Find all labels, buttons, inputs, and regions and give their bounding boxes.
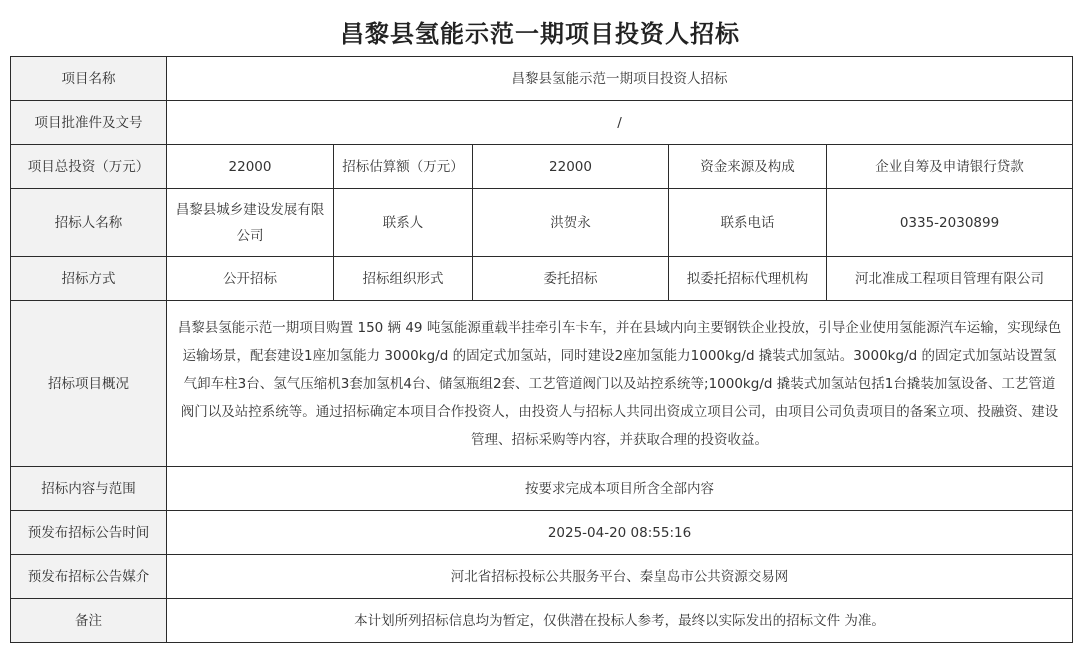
project-name-value: 昌黎县氢能示范一期项目投资人招标 <box>167 57 1073 101</box>
table-row <box>11 145 1073 189</box>
table-row <box>11 599 1073 643</box>
tender-method-label: 招标方式 <box>11 257 167 301</box>
remark-value: 本计划所列招标信息均为暂定，仅供潜在投标人参考，最终以实际发出的招标文件 为准。 <box>167 599 1073 643</box>
scope-value: 按要求完成本项目所含全部内容 <box>167 467 1073 511</box>
funds-source-value: 企业自筹及申请银行贷款 <box>827 145 1073 189</box>
tenderer-name-label: 招标人名称 <box>11 189 167 257</box>
agency-label: 拟委托招标代理机构 <box>669 257 827 301</box>
scope-label: 招标内容与范围 <box>11 467 167 511</box>
estimate-label: 招标估算额（万元） <box>334 145 473 189</box>
organization-form-label: 招标组织形式 <box>334 257 473 301</box>
pre-publish-time-label: 预发布招标公告时间 <box>11 511 167 555</box>
page-title: 昌黎县氢能示范一期项目投资人招标 <box>340 20 740 48</box>
organization-form-value: 委托招标 <box>473 257 669 301</box>
approval-doc-value: / <box>167 101 1073 145</box>
table-row <box>11 511 1073 555</box>
project-overview-label: 招标项目概况 <box>11 301 167 467</box>
pre-publish-media-label: 预发布招标公告媒介 <box>11 555 167 599</box>
table-row <box>11 101 1073 145</box>
table-row <box>11 57 1073 101</box>
total-investment-label: 项目总投资（万元） <box>11 145 167 189</box>
pre-publish-time-value: 2025-04-20 08:55:16 <box>167 511 1073 555</box>
pre-publish-media-value: 河北省招标投标公共服务平台、秦皇岛市公共资源交易网 <box>167 555 1073 599</box>
table-row <box>11 257 1073 301</box>
tenderer-name-value: 昌黎县城乡建设发展有限公司 <box>167 189 334 257</box>
project-name-label: 项目名称 <box>11 57 167 101</box>
table-row <box>11 189 1073 257</box>
remark-label: 备注 <box>11 599 167 643</box>
table-row <box>11 555 1073 599</box>
contact-phone-label: 联系电话 <box>669 189 827 257</box>
contact-phone-value: 0335-2030899 <box>827 189 1073 257</box>
table-row <box>11 301 1073 467</box>
contact-person-value: 洪贺永 <box>473 189 669 257</box>
table-row <box>11 467 1073 511</box>
funds-source-label: 资金来源及构成 <box>669 145 827 189</box>
contact-person-label: 联系人 <box>334 189 473 257</box>
total-investment-value: 22000 <box>167 145 334 189</box>
tender-plan-table <box>10 56 1073 643</box>
project-overview-value: 昌黎县氢能示范一期项目购置 150 辆 49 吨氢能源重载半挂牵引车卡车，并在县域内向主要钢铁企业投放，引导企业使用氢能源汽车运输，实现绿色运输场景，配套建设1座加氢能力 3000kg/d 的固定式加氢站，同时建设2座加氢能力1000kg/d 撬装式加氢站。3000kg/d 的固定式加氢站设置氢气卸车柱3台、氢气压缩机3套加氢机4台、储氢瓶组2套、工艺管道阀门以及站控系统等;1000kg/d 撬装式加氢站包括1台撬装加氢设备、工艺管道阀门以及站控系统等。通过招标确定本项目合作投资人，由投资人与招标人共同出资成立项目公司，由项目公司负责项目的备案立项、投融资、建设管理、招标采购等内容，并获取合理的投资收益。 <box>167 301 1073 467</box>
estimate-value: 22000 <box>473 145 669 189</box>
approval-doc-label: 项目批准件及文号 <box>11 101 167 145</box>
agency-value: 河北准成工程项目管理有限公司 <box>827 257 1073 301</box>
tender-method-value: 公开招标 <box>167 257 334 301</box>
